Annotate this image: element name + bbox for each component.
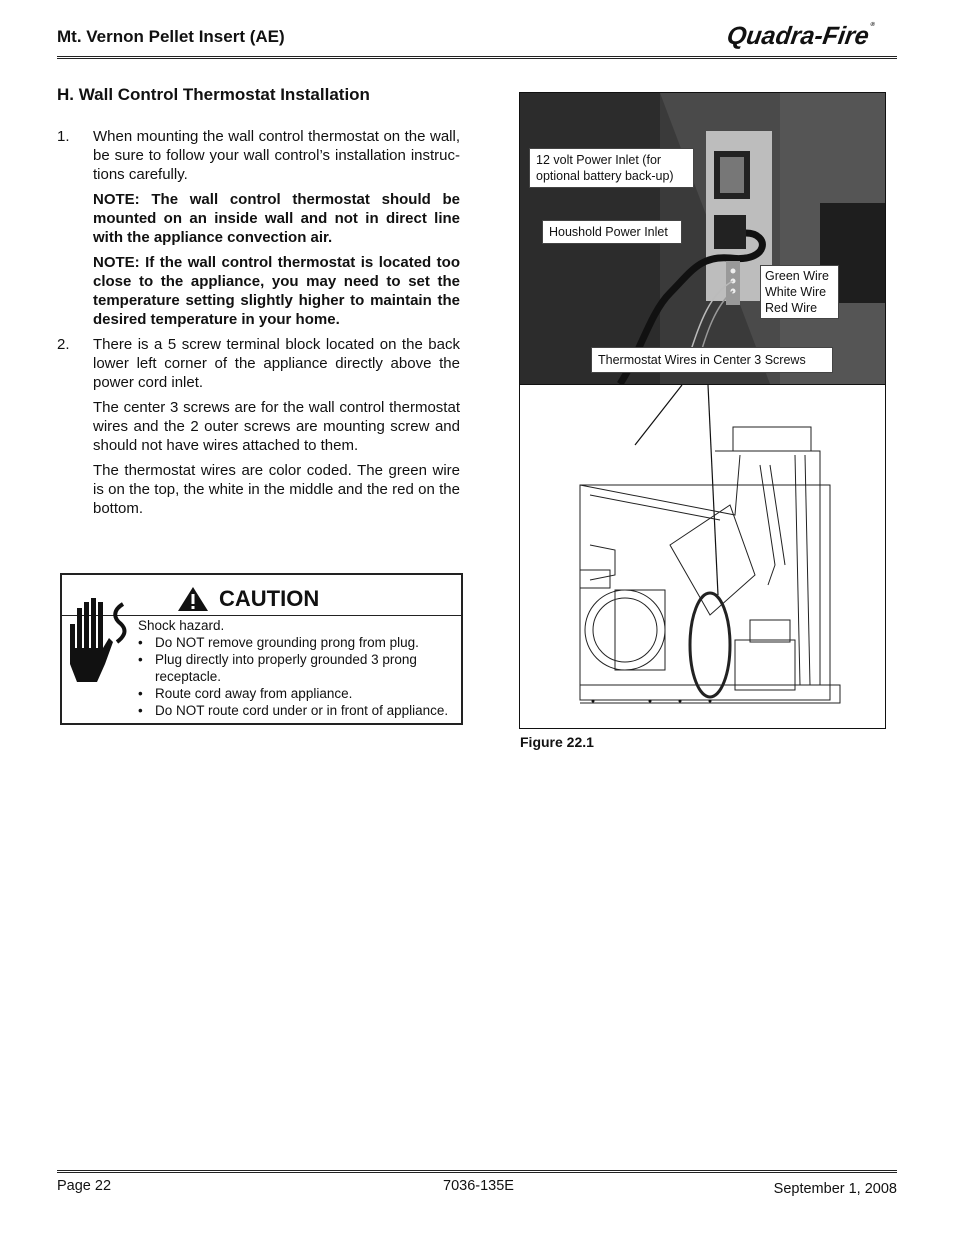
document-number: 7036-135E bbox=[443, 1178, 514, 1194]
hand-shock-icon bbox=[67, 596, 139, 686]
caution-list bbox=[138, 617, 458, 719]
note-paragraph: NOTE: The wall control thermostat should be mounted on an inside wall and not in direct line with the appliance convection air. bbox=[93, 191, 460, 246]
bullet-text: Do NOT remove grounding prong from plug. bbox=[155, 635, 419, 650]
section-heading: H. Wall Control Thermostat Installation bbox=[57, 85, 370, 104]
page-number: Page 22 bbox=[57, 1178, 112, 1194]
bullet: • bbox=[138, 703, 143, 718]
figure-22-1 bbox=[519, 92, 886, 729]
list-item bbox=[138, 685, 458, 702]
white-wire-label: White Wire bbox=[765, 285, 827, 299]
callout-12v-inlet: 12 volt Power Inlet (for optional battery back-up) bbox=[529, 148, 694, 188]
brand-logo: Quadra-Fire® bbox=[725, 22, 876, 50]
caution-box bbox=[60, 573, 463, 725]
caution-lead: Shock hazard. bbox=[138, 618, 225, 633]
document-title: Mt. Vernon Pellet Insert (AE) bbox=[57, 27, 285, 46]
bullet-text: Do NOT route cord under or in front of appliance. bbox=[155, 703, 449, 718]
brand-name: Quadra-Fire bbox=[725, 22, 871, 50]
list-item bbox=[57, 127, 460, 184]
callout-thermostat-wires: Thermostat Wires in Center 3 Screws bbox=[591, 347, 833, 373]
list-item bbox=[138, 702, 458, 719]
callout-wire-colors bbox=[760, 265, 839, 319]
appliance-photo bbox=[520, 93, 885, 384]
item-number: 2. bbox=[57, 336, 70, 353]
instructions-column bbox=[57, 127, 460, 524]
header-rule bbox=[57, 56, 897, 59]
figure-caption: Figure 22.1 bbox=[520, 734, 594, 750]
caution-title: CAUTION bbox=[219, 586, 320, 611]
bullet: • bbox=[138, 635, 143, 650]
note-paragraph: NOTE: If the wall control thermostat is located too close to the appliance, you may need to set the temperature setting slightly higher to maintain the desired temperature in your home. bbox=[93, 254, 460, 328]
appliance-drawing-svg bbox=[520, 385, 885, 729]
document-date: September 1, 2008 bbox=[773, 1181, 897, 1197]
callout-household-inlet: Houshold Power Inlet bbox=[542, 220, 682, 244]
green-wire-label: Green Wire bbox=[765, 269, 829, 283]
item-text: There is a 5 screw terminal block located on the back lower left corner of the appliance directly above the power cord inlet. bbox=[93, 336, 460, 391]
bullet-text: Plug directly into properly grounded 3 prong receptacle. bbox=[155, 652, 417, 684]
warning-triangle-icon bbox=[177, 586, 209, 612]
body-paragraph: The thermostat wires are color coded. The green wire is on the top, the white in the middle and the red on the bottom. bbox=[93, 462, 460, 517]
red-wire-label: Red Wire bbox=[765, 301, 818, 315]
footer-rule bbox=[57, 1170, 897, 1173]
list-item bbox=[138, 651, 458, 685]
bullet: • bbox=[138, 686, 143, 701]
bullet-text: Route cord away from appliance. bbox=[155, 686, 353, 701]
item-text: When mounting the wall control thermostat on the wall, be sure to follow your wall control’s installation instruc-tions carefully. bbox=[93, 128, 460, 183]
list-item bbox=[57, 335, 460, 392]
list-item bbox=[138, 634, 458, 651]
appliance-line-drawing bbox=[520, 384, 885, 728]
body-paragraph: The center 3 screws are for the wall control thermostat wires and the 2 outer screws are mounting screw and should not have wires attached to them. bbox=[93, 399, 460, 454]
bullet: • bbox=[138, 652, 143, 667]
item-number: 1. bbox=[57, 128, 70, 145]
